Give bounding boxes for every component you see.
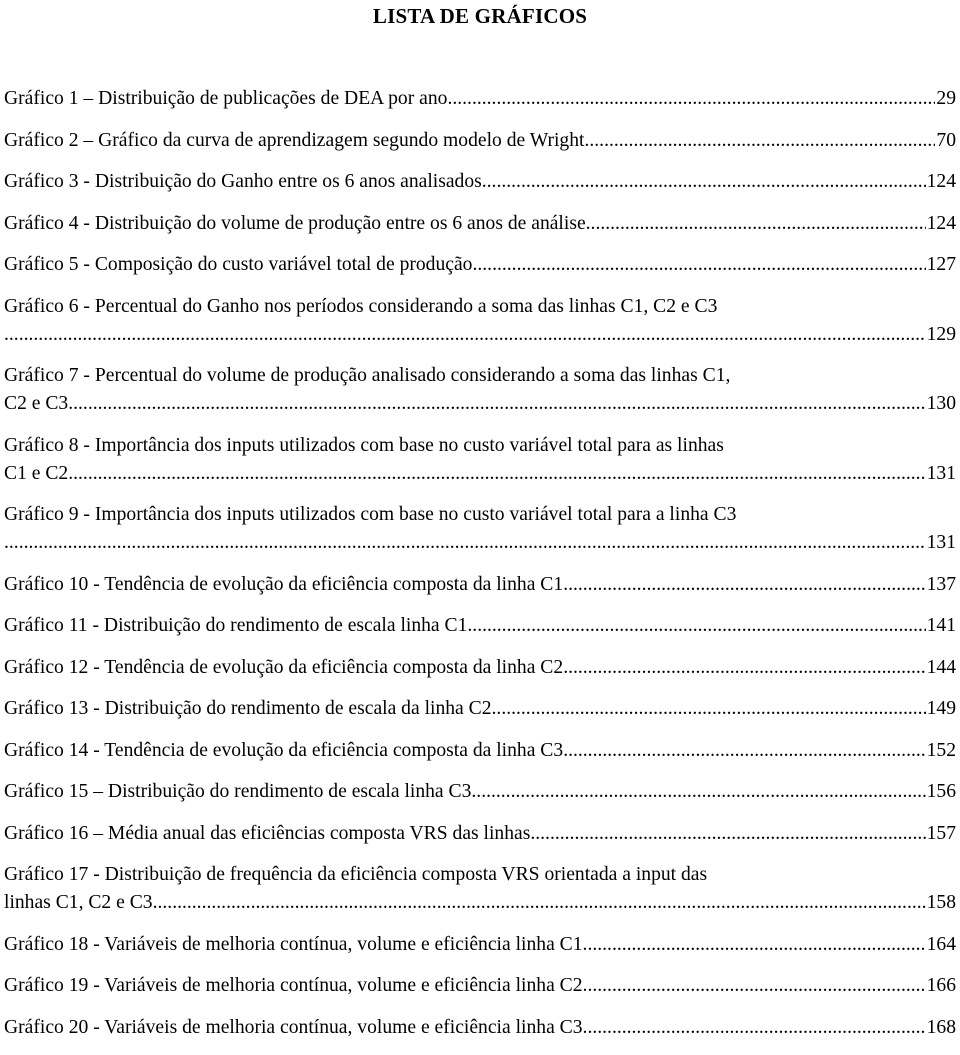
toc-entry xyxy=(4,737,956,765)
toc-entry-title: Gráfico 12 - Tendência de evolução da eficiência composta da linha C2 xyxy=(4,656,564,678)
page-number: 141 xyxy=(926,615,956,636)
toc-entry-title: Gráfico 7 - Percentual do volume de produção analisado considerando a soma das linhas C1, xyxy=(4,365,731,386)
page-number: 152 xyxy=(926,739,956,761)
dot-leader xyxy=(586,210,926,238)
page-number: 164 xyxy=(926,933,956,955)
dot-leader xyxy=(563,571,925,599)
toc-entry xyxy=(4,778,956,806)
page-number: 70 xyxy=(936,129,956,151)
toc-entry-title: Gráfico 17 - Distribuição de frequência da eficiência composta VRS orientada a input das xyxy=(4,864,708,885)
toc-entry-title: Gráfico 2 – Gráfico da curva de aprendizagem segundo modelo de Wright xyxy=(4,129,585,151)
dot-leader xyxy=(583,1014,926,1042)
dot-leader xyxy=(68,460,925,488)
page-number: 156 xyxy=(926,781,956,802)
toc-entry-title: Gráfico 3 - Distribuição do Ganho entre os 6 anos analisados xyxy=(4,171,482,192)
toc-entry-title: Gráfico 10 - Tendência de evolução da eficiência composta da linha C1 xyxy=(4,573,564,595)
toc-entry-title: Gráfico 15 – Distribuição do rendimento de escala linha C3 xyxy=(4,781,472,802)
toc-entry-title: Gráfico 19 - Variáveis de melhoria contínua, volume e eficiência linha C2 xyxy=(4,975,583,996)
page-number: 149 xyxy=(926,698,956,719)
toc-entry-title: Gráfico 4 - Distribuição do volume de produção entre os 6 anos de análise xyxy=(4,212,586,234)
page-number: 158 xyxy=(926,892,956,913)
page-number: 124 xyxy=(926,171,956,192)
page-number: 127 xyxy=(926,254,956,275)
dot-leader xyxy=(563,654,925,682)
dot-leader xyxy=(583,931,926,959)
page-number: 166 xyxy=(926,975,956,996)
toc-entry-title: Gráfico 5 - Composição do custo variável total de produção xyxy=(4,254,473,275)
toc-entry-title-continued: C1 e C2 xyxy=(4,462,69,484)
dot-leader xyxy=(583,972,926,1000)
dot-leader xyxy=(447,85,935,113)
dot-leader xyxy=(153,889,926,917)
toc-entry-title: Gráfico 18 - Variáveis de melhoria contínua, volume e eficiência linha C1 xyxy=(4,933,583,955)
page-number: 131 xyxy=(926,462,956,484)
toc-entry xyxy=(4,861,956,917)
toc-entry xyxy=(4,127,956,155)
toc-entry xyxy=(4,432,956,488)
toc-entry xyxy=(4,501,956,557)
list-of-figures xyxy=(4,85,956,1055)
page-number: 168 xyxy=(926,1016,956,1038)
dot-leader xyxy=(492,695,926,723)
toc-entry-title: Gráfico 11 - Distribuição do rendimento de escala linha C1 xyxy=(4,615,468,636)
dot-leader xyxy=(482,168,926,196)
toc-entry-title: Gráfico 6 - Percentual do Ganho nos períodos considerando a soma das linhas C1, C2 e C3 xyxy=(4,295,718,317)
toc-entry xyxy=(4,362,956,418)
page-number: 129 xyxy=(926,323,956,345)
dot-leader xyxy=(467,612,925,640)
page-number: 130 xyxy=(926,393,956,414)
page-title: LISTA DE GRÁFICOS xyxy=(372,4,588,28)
toc-entry-title-continued: C2 e C3 xyxy=(4,393,69,414)
toc-entry xyxy=(4,972,956,1000)
toc-entry xyxy=(4,612,956,640)
toc-entry-title: Gráfico 8 - Importância dos inputs utilizados com base no custo variável total para as linhas xyxy=(4,434,724,456)
toc-entry xyxy=(4,1014,956,1042)
dot-leader xyxy=(472,251,925,279)
toc-entry-title: Gráfico 9 - Importância dos inputs utilizados com base no custo variável total para a linha C3 xyxy=(4,504,737,525)
toc-entry xyxy=(4,85,956,113)
toc-entry xyxy=(4,931,956,959)
dot-leader xyxy=(68,390,925,418)
dot-leader xyxy=(4,529,926,557)
toc-entry-title: Gráfico 16 – Média anual das eficiências composta VRS das linhas xyxy=(4,822,531,844)
page-number: 131 xyxy=(926,532,956,553)
toc-entry xyxy=(4,251,956,279)
dot-leader xyxy=(530,820,925,848)
page-number: 29 xyxy=(936,88,956,109)
toc-entry-title: Gráfico 13 - Distribuição do rendimento de escala da linha C2 xyxy=(4,698,492,719)
page-number: 124 xyxy=(926,212,956,234)
toc-entry-title: Gráfico 20 - Variáveis de melhoria contínua, volume e eficiência linha C3 xyxy=(4,1016,583,1038)
toc-entry-title: Gráfico 14 - Tendência de evolução da eficiência composta da linha C3 xyxy=(4,739,564,761)
toc-entry xyxy=(4,820,956,848)
toc-entry xyxy=(4,695,956,723)
toc-entry xyxy=(4,654,956,682)
page-number: 157 xyxy=(926,822,956,844)
toc-entry xyxy=(4,210,956,238)
page-number: 144 xyxy=(926,656,956,678)
toc-entry xyxy=(4,571,956,599)
toc-entry xyxy=(4,293,956,349)
dot-leader xyxy=(4,321,926,349)
page-number: 137 xyxy=(926,573,956,595)
dot-leader xyxy=(584,127,935,155)
toc-entry-title: Gráfico 1 – Distribuição de publicações de DEA por ano xyxy=(4,88,448,109)
dot-leader xyxy=(471,778,925,806)
toc-entry xyxy=(4,168,956,196)
toc-entry-title-continued: linhas C1, C2 e C3 xyxy=(4,892,153,913)
dot-leader xyxy=(563,737,925,765)
